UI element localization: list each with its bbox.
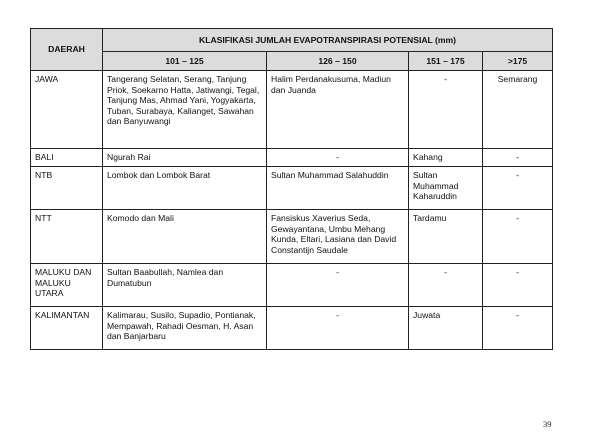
cell-daerah: NTB xyxy=(31,167,103,210)
cell-126-150: - xyxy=(267,149,409,167)
cell-126-150: Sultan Muhammad Salahuddin xyxy=(267,167,409,210)
cell-151-175: Kahang xyxy=(409,149,483,167)
cell-126-150: - xyxy=(267,307,409,350)
table-row xyxy=(31,307,553,350)
cell-126-150: Fansiskus Xaverius Seda, Gewayantana, Umbu Mehang Kunda, Eltari, Lasiana dan David Constantijn Saudale xyxy=(267,210,409,264)
cell-over-175: - xyxy=(483,264,553,307)
cell-daerah: NTT xyxy=(31,210,103,264)
cell-over-175: - xyxy=(483,307,553,350)
evapotranspiration-table xyxy=(30,28,553,350)
cell-daerah: MALUKU DAN MALUKU UTARA xyxy=(31,264,103,307)
cell-101-125: Tangerang Selatan, Serang, Tanjung Priok, Soekarno Hatta, Jatiwangi, Tegal, Tanjung Mas, Ahmad Yani, Yogyakarta, Tuban, Surabaya, Kalianget, Sawahan dan Banyuwangi xyxy=(103,71,267,149)
table-row xyxy=(31,71,553,149)
header-title: KLASIFIKASI JUMLAH EVAPOTRANSPIRASI POTENSIAL (mm) xyxy=(103,29,553,52)
header-range-over-175: >175 xyxy=(483,52,553,71)
cell-daerah: JAWA xyxy=(31,71,103,149)
cell-daerah: BALI xyxy=(31,149,103,167)
header-range-126-150: 126 – 150 xyxy=(267,52,409,71)
table-subheader-row xyxy=(31,52,553,71)
header-range-101-125: 101 – 125 xyxy=(103,52,267,71)
cell-101-125: Sultan Baabullah, Namlea dan Dumatubun xyxy=(103,264,267,307)
table-row xyxy=(31,149,553,167)
cell-151-175: Sultan Muhammad Kaharuddin xyxy=(409,167,483,210)
table-row xyxy=(31,264,553,307)
cell-101-125: Lombok dan Lombok Barat xyxy=(103,167,267,210)
cell-over-175: Semarang xyxy=(483,71,553,149)
cell-daerah: KALIMANTAN xyxy=(31,307,103,350)
table-row xyxy=(31,167,553,210)
cell-101-125: Komodo dan Mali xyxy=(103,210,267,264)
cell-126-150: - xyxy=(267,264,409,307)
cell-over-175: - xyxy=(483,210,553,264)
cell-151-175: Juwata xyxy=(409,307,483,350)
header-range-151-175: 151 – 175 xyxy=(409,52,483,71)
page-number: 39 xyxy=(543,419,552,429)
cell-151-175: - xyxy=(409,71,483,149)
cell-126-150: Halim Perdanakusuma, Madiun dan Juanda xyxy=(267,71,409,149)
table-header-row xyxy=(31,29,553,52)
cell-101-125: Kalimarau, Susilo, Supadio, Pontianak, Mempawah, Rahadi Oesman, H. Asan dan Banjarbaru xyxy=(103,307,267,350)
cell-151-175: Tardamu xyxy=(409,210,483,264)
cell-101-125: Ngurah Rai xyxy=(103,149,267,167)
table-row xyxy=(31,210,553,264)
cell-over-175: - xyxy=(483,167,553,210)
cell-over-175: - xyxy=(483,149,553,167)
cell-151-175: - xyxy=(409,264,483,307)
header-daerah: DAERAH xyxy=(31,29,103,71)
